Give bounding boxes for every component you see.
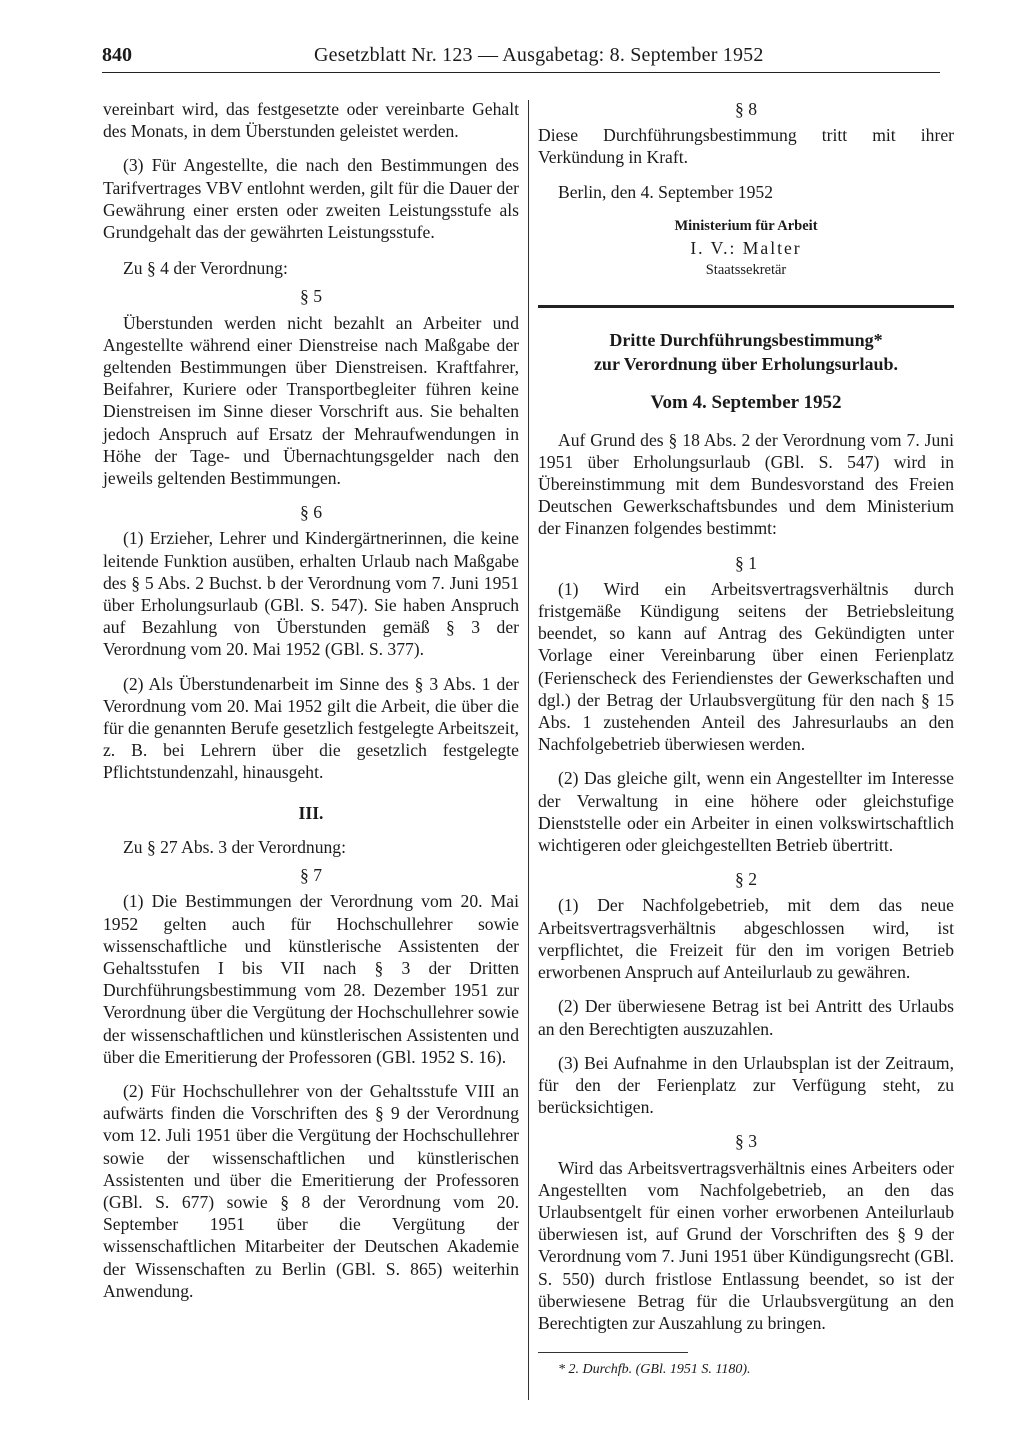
- section-6-paragraph-1: (1) Erzieher, Lehrer und Kindergärtnerinnen, die keine leitende Funktion ausüben, erhalten Urlaub nach Maßgabe des § 5 Abs. 2 Buchst. b der Verordnung vom 7. Juni 1951 über Erholungsurlaub (GBl. S. 547). Sie haben Anspruch auf Bezahlung von Überstunden gemäß § 3 der Verordnung vom 20. Mai 1952 (GBl. S. 377).: [103, 528, 519, 660]
- section-1-paragraph-2: (2) Das gleiche gilt, wenn ein Angestellter im Interesse der Verwaltung in eine höhere oder gleichstufige Dienststelle oder ein Arbeiter in einen volkswirtschaftlich wichtigeren oder gleichgestellten Betrieb übertritt.: [538, 768, 954, 856]
- page-number: 840: [102, 44, 132, 66]
- section-8-heading: § 8: [735, 99, 757, 119]
- decree-title-line-2: zur Verordnung über Erholungsurlaub.: [593, 354, 899, 375]
- subheading-zu-27: Zu § 27 Abs. 3 der Verordnung:: [123, 836, 346, 857]
- ministry-name: Ministerium für Arbeit: [674, 217, 818, 234]
- decree-title-line-1: Dritte Durchführungsbestimmung*: [609, 330, 883, 351]
- section-6-heading: § 6: [300, 502, 322, 523]
- header-title: Gesetzblatt Nr. 123 — Ausgabetag: 8. September 1952: [314, 44, 764, 66]
- section-iii-heading: III.: [298, 802, 324, 823]
- decree-separator: [538, 305, 954, 308]
- header-rule: [102, 72, 940, 73]
- section-6-paragraph-2: (2) Als Überstundenarbeit im Sinne des § 3 Abs. 1 der Verordnung vom 20. Mai 1952 gilt die Arbeit, die über die für die genannten Berufe gesetzlich festgelegte Arbeitszeit, z. B. bei Lehrern über die gesetzlich festgelegte Pflichtstundenzahl, hinausgeht.: [103, 673, 519, 783]
- paragraph-3: (3) Für Angestellte, die nach den Bestimmungen des Tarifvertrages VBV entlohnt werden, gilt für die Dauer der Gewährung einer ersten oder zweiten Leistungsstufe als Grundgehalt das der gewährten Leistungsstufe.: [103, 155, 519, 243]
- right-column: [538, 98, 954, 1381]
- column-divider: [528, 100, 529, 1400]
- continued-paragraph: vereinbart wird, das festgesetzte oder vereinbarte Gehalt des Monats, in dem Überstunden geleistet werden.: [103, 99, 519, 142]
- section-7-paragraph-2: (2) Für Hochschullehrer von der Gehaltsstufe VIII an aufwärts finden die Vorschriften des § 9 der Verordnung vom 12. Juli 1951 über die Vergütung der Hochschullehrer sowie der wissenschaftlichen und künstlerischen Assistenten und über die Emeritierung der Professoren (GBl. S. 677) sowie § 8 der Verordnung vom 20. September 1951 über die Vergütung der wissenschaftlichen Mitarbeiter der Deutschen Akademie der Wissenschaften zu Berlin (GBl. S. 865) weiterhin Anwendung.: [103, 1080, 519, 1301]
- section-1-paragraph-1: (1) Wird ein Arbeitsvertragsverhältnis durch fristgemäße Kündigung seitens der Betriebsleitung beendet, so kann auf Antrag des Gekündigten unter Vorlage einer Vereinbarung über einen Ferienplatz (Ferienscheck des Feriendienstes der Gewerkschaften und dgl.) der Betrag der Urlaubsvergütung für den nach § 15 Abs. 1 zustehenden Anteil des Jahresurlaubs an den Nachfolgebetrieb überwiesen werden.: [538, 578, 954, 755]
- section-1-heading: § 1: [735, 552, 757, 573]
- decree-date: Vom 4. September 1952: [650, 392, 842, 414]
- section-2-paragraph-1: (1) Der Nachfolgebetrieb, mit dem das neue Arbeitsvertragsverhältnis abgeschlossen wird, ist verpflichtet, die Freizeit für den im vorigen Betrieb erworbenen Anspruch auf Anteilurlaub zu gewähren.: [538, 895, 954, 983]
- section-5-heading: § 5: [300, 286, 322, 307]
- section-2-paragraph-3: (3) Bei Aufnahme in den Urlaubsplan ist der Zeitraum, für den der Ferienplatz zur Verfügung steht, zu berücksichtigen.: [538, 1052, 954, 1118]
- page-header: [102, 40, 940, 74]
- section-2-heading: § 2: [735, 869, 757, 890]
- signer-title: Staatssekretär: [705, 262, 787, 279]
- section-3-text: Wird das Arbeitsvertragsverhältnis eines Arbeiters oder Angestellten vom Nachfolgebetrieb, an den das Urlaubsentgelt für einen vorher erworbenen Anteilurlaub überwiesen ist, auf Grund der Vorschriften des § 9 der Verordnung vom 7. Juni 1951 über Kündigungsrecht (GBl. S. 550) durch fristlose Entlassung beendet, so ist der überwiesene Betrag für die Urlaubsvergütung an den Berechtigten zur Auszahlung zu bringen.: [538, 1157, 954, 1333]
- signer-name: I. V.: Malter: [690, 238, 802, 259]
- section-2-paragraph-2: (2) Der überwiesene Betrag ist bei Antritt des Urlaubs an den Berechtigten auszuzahlen.: [538, 996, 954, 1039]
- section-7-heading: § 7: [300, 865, 322, 886]
- place-date: Berlin, den 4. September 1952: [558, 181, 773, 202]
- left-column: [103, 98, 519, 1314]
- subheading-zu-4: Zu § 4 der Verordnung:: [123, 258, 288, 279]
- section-5-text: Überstunden werden nicht bezahlt an Arbeiter und Angestellte während einer Dienstreise nach Maßgabe der geltenden Bestimmungen über Dienstreisen. Kraftfahrer, Beifahrer, Kuriere oder Transportbegleiter führen keine Dienstreisen im Sinne dieser Vorschrift aus. Sie behalten jedoch Anspruch auf Ersatz der Mehraufwendungen in Höhe der Tage- und Übernachtungsgelder nach den jeweils geltenden Bestimmungen.: [103, 312, 519, 489]
- section-7-paragraph-1: (1) Die Bestimmungen der Verordnung vom 20. Mai 1952 gelten auch für Hochschullehrer sowie wissenschaftliche und künstlerische Assistenten der Gehaltsstufen I bis VII nach § 3 der Dritten Durchführungsbestimmung vom 28. Dezember 1951 zur Verordnung über die Vergütung der Hochschullehrer sowie der wissenschaftlichen und künstlerischen Assistenten und über die Emeritierung der Professoren (GBl. 1952 S. 16).: [103, 891, 519, 1067]
- section-3-heading: § 3: [735, 1131, 757, 1152]
- footnote-rule: [538, 1352, 688, 1353]
- section-8-text: Diese Durchführungsbestimmung tritt mit ihrer Verkündung in Kraft.: [538, 125, 954, 168]
- preamble: Auf Grund des § 18 Abs. 2 der Verordnung vom 7. Juni 1951 über Erholungsurlaub (GBl. S. 547) wird in Übereinstimmung mit dem Bundesvorstand des Freien Deutschen Gewerkschaftsbundes und dem Ministerium der Finanzen folgendes bestimmt:: [538, 429, 954, 539]
- footnote: * 2. Durchfb. (GBl. 1951 S. 1180).: [558, 1362, 751, 1378]
